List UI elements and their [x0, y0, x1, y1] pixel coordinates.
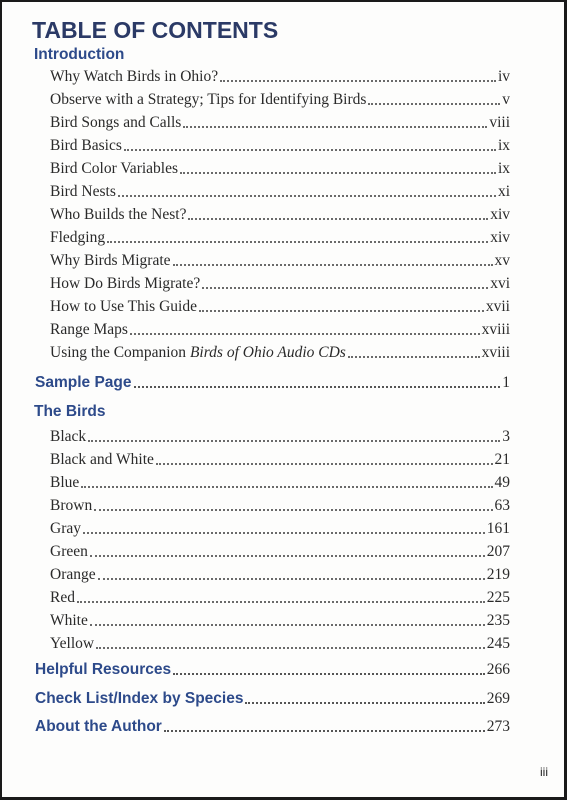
dot-leader [199, 310, 484, 312]
toc-entry-label: Bird Basics [50, 137, 122, 154]
dot-leader [88, 440, 500, 442]
toc-entry-label: Why Birds Migrate [50, 252, 171, 269]
toc-entry[interactable] [50, 66, 510, 88]
toc-entry[interactable] [50, 342, 510, 364]
toc-entry[interactable] [50, 633, 510, 655]
toc-entry-label: Red [50, 589, 75, 606]
dot-leader [124, 149, 496, 151]
toc-entry-label: Yellow [50, 635, 95, 652]
dot-leader [180, 172, 496, 174]
toc-entry-label: Why Watch Birds in Ohio? [50, 68, 219, 85]
dot-leader [202, 287, 488, 289]
toc-entry-page: ix [497, 160, 510, 177]
toc-entry[interactable] [50, 158, 510, 180]
dot-leader [368, 103, 500, 105]
toc-entry-page: xiv [490, 206, 510, 223]
toc-entry-about-author[interactable] [35, 716, 510, 738]
toc-entry-sample-page[interactable] [35, 372, 510, 394]
toc-entry[interactable] [50, 250, 510, 272]
toc-entry-check-list[interactable] [35, 688, 510, 710]
toc-entry-page: xvii [485, 298, 510, 315]
toc-entry-label: Orange [50, 566, 96, 583]
dot-leader [118, 195, 496, 197]
toc-entry-label: Bird Color Variables [50, 160, 179, 177]
toc-entry-page: 3 [502, 428, 510, 445]
toc-entry-label: Observe with a Strategy; Tips for Identifying Birds [50, 91, 367, 108]
toc-entry[interactable] [50, 518, 510, 540]
toc-entry-page: 49 [494, 474, 510, 491]
dot-leader [107, 241, 488, 243]
toc-entry-page: 63 [494, 497, 510, 514]
toc-entry[interactable] [50, 495, 510, 517]
toc-entry[interactable] [50, 112, 510, 134]
toc-entry-page: 273 [486, 718, 510, 735]
toc-entry-helpful-resources[interactable] [35, 659, 510, 681]
dot-leader [94, 509, 492, 511]
toc-entry-label: Helpful Resources [35, 661, 172, 678]
toc-entry-label [50, 342, 346, 364]
toc-entry[interactable] [50, 541, 510, 563]
toc-entry-page: 161 [486, 520, 510, 537]
dot-leader [90, 624, 485, 626]
dot-leader [83, 532, 485, 534]
dot-leader [156, 463, 493, 465]
dot-leader [173, 264, 493, 266]
toc-entry-page: xv [494, 252, 510, 269]
toc-entry[interactable] [50, 319, 510, 341]
toc-entry[interactable] [50, 449, 510, 471]
dot-leader [220, 80, 496, 82]
toc-entry-label: Bird Nests [50, 183, 116, 200]
toc-entry[interactable] [50, 204, 510, 226]
toc-entry-page: iv [497, 68, 510, 85]
page-title: TABLE OF CONTENTS [32, 17, 279, 43]
toc-entry-label: Who Builds the Nest? [50, 206, 187, 223]
toc-entry[interactable] [50, 472, 510, 494]
dot-leader [130, 333, 480, 335]
toc-entry-page: xvi [490, 275, 510, 292]
toc-entry-page: 1 [502, 374, 510, 391]
dot-leader [164, 730, 485, 732]
toc-entry[interactable] [50, 587, 510, 609]
dot-leader [77, 601, 485, 603]
toc-entry-page: xviii [481, 321, 510, 338]
toc-entry-page: 245 [486, 635, 510, 652]
toc-entry[interactable] [50, 135, 510, 157]
dot-leader [245, 702, 484, 704]
toc-entry-label: White [50, 612, 88, 629]
dot-leader [90, 555, 485, 557]
toc-entry-page: v [502, 91, 510, 108]
toc-entry[interactable] [50, 296, 510, 318]
dot-leader [81, 486, 492, 488]
section-heading-introduction: Introduction [34, 46, 125, 63]
dot-leader [348, 356, 480, 358]
toc-entry-label: Fledging [50, 229, 106, 246]
toc-entry-label: Black [50, 428, 87, 445]
toc-entry-page: 235 [486, 612, 510, 629]
toc-entry-label: About the Author [35, 718, 162, 735]
dot-leader [98, 578, 485, 580]
toc-entry-page: 219 [486, 566, 510, 583]
toc-entry[interactable] [50, 89, 510, 111]
page-number: iii [540, 765, 548, 779]
toc-entry-page: xi [497, 183, 510, 200]
toc-entry-page: ix [497, 137, 510, 154]
toc-entry-label: Blue [50, 474, 80, 491]
dot-leader [134, 386, 501, 388]
section-heading-the-birds: The Birds [34, 403, 106, 420]
toc-entry-page: viii [489, 114, 510, 131]
toc-entry[interactable] [50, 564, 510, 586]
toc-entry[interactable] [50, 181, 510, 203]
toc-entry-label: Gray [50, 520, 81, 537]
toc-entry-page: 269 [486, 690, 510, 707]
toc-entry[interactable] [50, 227, 510, 249]
toc-entry[interactable] [50, 610, 510, 632]
dot-leader [188, 218, 488, 220]
toc-entry-label: Check List/Index by Species [35, 690, 244, 707]
toc-entry-label: How to Use This Guide [50, 298, 197, 315]
toc-entry-label-italic: Birds of Ohio Audio CDs [189, 344, 346, 361]
toc-entry-label: Sample Page [35, 374, 132, 391]
toc-entry-page: 207 [486, 543, 510, 560]
dot-leader [173, 673, 485, 675]
dot-leader [96, 647, 485, 649]
toc-entry-label: How Do Birds Migrate? [50, 275, 201, 292]
toc-entry[interactable] [50, 426, 510, 448]
toc-entry[interactable] [50, 273, 510, 295]
toc-entry-page: xiv [490, 229, 510, 246]
toc-entry-label-prefix: Using the Companion [50, 344, 190, 361]
toc-entry-page: xviii [481, 344, 510, 361]
toc-entry-label: Green [50, 543, 88, 560]
toc-entry-page: 21 [494, 451, 510, 468]
toc-entry-label: Range Maps [50, 321, 128, 338]
toc-entry-page: 225 [486, 589, 510, 606]
toc-entry-page: 266 [486, 661, 510, 678]
toc-entry-label: Bird Songs and Calls [50, 114, 182, 131]
toc-entry-label: Black and White [50, 451, 154, 468]
toc-entry-label: Brown [50, 497, 93, 514]
dot-leader [183, 126, 487, 128]
